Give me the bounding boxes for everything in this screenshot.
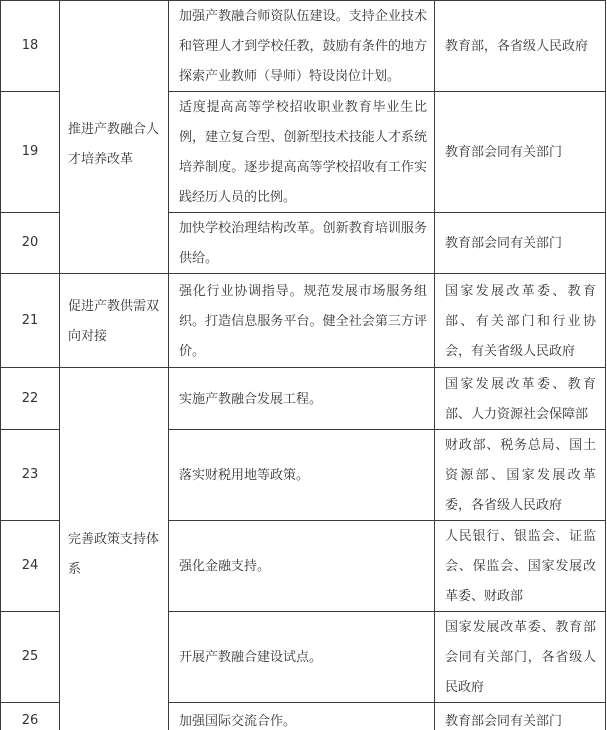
department-cell: 教育部，各省级人民政府	[435, 1, 606, 92]
department-cell: 教育部会同有关部门	[435, 703, 606, 730]
row-number: 24	[1, 521, 60, 612]
task-cell: 强化行业协调指导。规范发展市场服务组织。打造信息服务平台。健全社会第三方评价。	[169, 274, 435, 368]
row-number: 23	[1, 430, 60, 521]
row-number: 25	[1, 612, 60, 703]
task-cell: 适度提高高等学校招收职业教育毕业生比例，建立复合型、创新型技术技能人才系统培养制度。逐步提高高等学校招收有工作实践经历人员的比例。	[169, 92, 435, 213]
task-cell: 强化金融支持。	[169, 521, 435, 612]
task-cell: 加快学校治理结构改革。创新教育培训服务供给。	[169, 213, 435, 274]
table-row	[1, 368, 606, 430]
category-cell: 促进产教供需双向对接	[60, 274, 169, 368]
department-cell: 国家发展改革委、教育部会同有关部门，各省级人民政府	[435, 612, 606, 703]
task-cell: 实施产教融合发展工程。	[169, 368, 435, 430]
department-cell: 财政部、税务总局、国土资源部、国家发展改革委，各省级人民政府	[435, 430, 606, 521]
task-cell: 加强国际交流合作。	[169, 703, 435, 730]
task-cell: 加强产教融合师资队伍建设。支持企业技术和管理人才到学校任教，鼓励有条件的地方探索产业教师（导师）特设岗位计划。	[169, 1, 435, 92]
category-cell: 推进产教融合人才培养改革	[60, 1, 169, 274]
task-cell: 开展产教融合建设试点。	[169, 612, 435, 703]
department-cell: 教育部会同有关部门	[435, 92, 606, 213]
row-number: 22	[1, 368, 60, 430]
row-number: 19	[1, 92, 60, 213]
department-cell: 国家发展改革委、教育部、人力资源社会保障部	[435, 368, 606, 430]
department-cell: 人民银行、银监会、证监会、保监会、国家发展改革委、财政部	[435, 521, 606, 612]
table-row	[1, 274, 606, 368]
row-number: 21	[1, 274, 60, 368]
table-row	[1, 1, 606, 92]
row-number: 26	[1, 703, 60, 730]
row-number: 20	[1, 213, 60, 274]
department-cell: 国家发展改革委、教育部、有关部门和行业协会，有关省级人民政府	[435, 274, 606, 368]
row-number: 18	[1, 1, 60, 92]
task-cell: 落实财税用地等政策。	[169, 430, 435, 521]
category-cell: 完善政策支持体系	[60, 368, 169, 730]
department-cell: 教育部会同有关部门	[435, 213, 606, 274]
